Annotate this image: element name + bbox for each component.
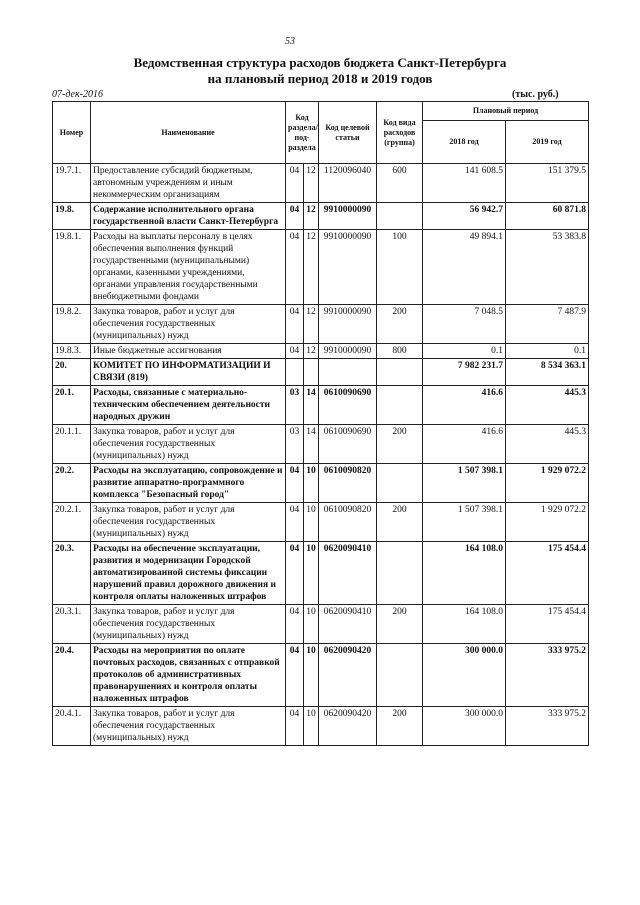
row-number: 20.3.1.	[53, 605, 91, 644]
document-date: 07-дек-2016	[52, 89, 103, 100]
row-section-code: 04	[286, 605, 304, 644]
table-row	[53, 359, 589, 386]
table-row	[53, 344, 589, 359]
row-amount-2019: 175 454.4	[506, 605, 589, 644]
row-amount-2019: 7 487.9	[506, 305, 589, 344]
header-section-code: Код раздела/ под-раздела	[286, 102, 319, 164]
row-target-code: 0620090410	[319, 605, 377, 644]
header-year-2019: 2019 год	[506, 121, 589, 164]
row-expense-type: 100	[377, 230, 423, 305]
row-subsection-code: 10	[304, 503, 319, 542]
row-number: 20.1.	[53, 386, 91, 425]
header-year-2018: 2018 год	[423, 121, 506, 164]
table-row	[53, 707, 589, 746]
row-amount-2018: 49 894.1	[423, 230, 506, 305]
table-row	[53, 203, 589, 230]
row-expense-type: 200	[377, 503, 423, 542]
row-expense-type	[377, 386, 423, 425]
row-amount-2019: 53 383.8	[506, 230, 589, 305]
row-amount-2019: 1 929 072.2	[506, 464, 589, 503]
row-subsection-code: 10	[304, 707, 319, 746]
row-amount-2018: 1 507 398.1	[423, 464, 506, 503]
row-expense-type: 200	[377, 605, 423, 644]
table-row	[53, 605, 589, 644]
row-amount-2019: 8 534 363.1	[506, 359, 589, 386]
row-subsection-code: 10	[304, 605, 319, 644]
row-target-code: 0610090690	[319, 386, 377, 425]
row-number: 20.2.	[53, 464, 91, 503]
table-row	[53, 230, 589, 305]
row-number: 20.	[53, 359, 91, 386]
row-name: Расходы, связанные с материально-техническим обеспечением деятельности народных дружин	[91, 386, 286, 425]
row-number: 19.8.1.	[53, 230, 91, 305]
row-expense-type: 200	[377, 305, 423, 344]
row-subsection-code: 12	[304, 203, 319, 230]
row-target-code	[319, 359, 377, 386]
table-row	[53, 644, 589, 707]
row-number: 19.8.	[53, 203, 91, 230]
row-section-code: 03	[286, 425, 304, 464]
row-section-code: 04	[286, 464, 304, 503]
row-number: 20.4.1.	[53, 707, 91, 746]
row-section-code: 04	[286, 644, 304, 707]
row-amount-2018: 7 982 231.7	[423, 359, 506, 386]
row-amount-2018: 56 942.7	[423, 203, 506, 230]
row-name: Расходы на эксплуатацию, сопровождение и развитие аппаратно-программного комплекса "Безопасный город"	[91, 464, 286, 503]
table-row	[53, 305, 589, 344]
table-body	[53, 164, 589, 746]
table-row	[53, 464, 589, 503]
header-number: Номер	[53, 102, 91, 164]
row-target-code: 0620090420	[319, 644, 377, 707]
title-line-2: на плановый период 2018 и 2019 годов	[207, 71, 433, 86]
row-subsection-code: 12	[304, 344, 319, 359]
row-amount-2019: 60 871.8	[506, 203, 589, 230]
row-name: Предоставление субсидий бюджетным, автономным учреждениям и иным некоммерческим организациям	[91, 164, 286, 203]
row-subsection-code: 10	[304, 644, 319, 707]
row-section-code: 04	[286, 707, 304, 746]
row-expense-type: 600	[377, 164, 423, 203]
header-expense-type-code: Код вида расходов (группа)	[377, 102, 423, 164]
row-expense-type: 800	[377, 344, 423, 359]
row-name: Расходы на обеспечение эксплуатации, развития и модернизации Городской автоматизированной системы фиксации нарушений правил дорожного движения и контроля оплаты наложенных штрафов	[91, 542, 286, 605]
row-section-code: 04	[286, 164, 304, 203]
table-row	[53, 542, 589, 605]
row-expense-type	[377, 542, 423, 605]
table-row	[53, 164, 589, 203]
row-section-code: 04	[286, 230, 304, 305]
table-row	[53, 386, 589, 425]
row-target-code: 9910000090	[319, 230, 377, 305]
table-row	[53, 425, 589, 464]
row-amount-2019: 445.3	[506, 386, 589, 425]
row-target-code: 0620090420	[319, 707, 377, 746]
row-amount-2018: 416.6	[423, 386, 506, 425]
row-target-code: 9910000090	[319, 305, 377, 344]
row-section-code: 04	[286, 305, 304, 344]
row-section-code: 04	[286, 542, 304, 605]
row-name: Закупка товаров, работ и услуг для обеспечения государственных (муниципальных) нужд	[91, 707, 286, 746]
row-name: Расходы на выплаты персоналу в целях обеспечения выполнения функций государственными (муниципальными) органами, казенными учреждениями, органами управления государственными внебюджетными фондами	[91, 230, 286, 305]
row-number: 20.1.1.	[53, 425, 91, 464]
row-section-code: 04	[286, 344, 304, 359]
row-target-code: 0620090410	[319, 542, 377, 605]
row-subsection-code	[304, 359, 319, 386]
row-number: 19.8.2.	[53, 305, 91, 344]
row-section-code: 03	[286, 386, 304, 425]
row-number: 19.8.3.	[53, 344, 91, 359]
row-target-code: 1120096040	[319, 164, 377, 203]
row-amount-2018: 416.6	[423, 425, 506, 464]
row-name: Содержание исполнительного органа государственной власти Санкт-Петербурга	[91, 203, 286, 230]
row-amount-2018: 164 108.0	[423, 605, 506, 644]
row-target-code: 0610090690	[319, 425, 377, 464]
row-name: КОМИТЕТ ПО ИНФОРМАТИЗАЦИИ И СВЯЗИ (819)	[91, 359, 286, 386]
row-name: Закупка товаров, работ и услуг для обеспечения государственных (муниципальных) нужд	[91, 425, 286, 464]
row-name: Закупка товаров, работ и услуг для обеспечения государственных (муниципальных) нужд	[91, 305, 286, 344]
header-target-code: Код целевой статьи	[319, 102, 377, 164]
row-target-code: 9910000090	[319, 203, 377, 230]
row-section-code	[286, 359, 304, 386]
row-subsection-code: 10	[304, 542, 319, 605]
row-subsection-code: 12	[304, 305, 319, 344]
row-section-code: 04	[286, 503, 304, 542]
header-name: Наименование	[91, 102, 286, 164]
row-expense-type: 200	[377, 425, 423, 464]
row-target-code: 0610090820	[319, 464, 377, 503]
row-name: Закупка товаров, работ и услуг для обеспечения государственных (муниципальных) нужд	[91, 503, 286, 542]
row-subsection-code: 10	[304, 464, 319, 503]
row-target-code: 0610090820	[319, 503, 377, 542]
row-amount-2018: 300 000.0	[423, 644, 506, 707]
row-subsection-code: 14	[304, 425, 319, 464]
header-planned-period: Плановый период	[423, 102, 589, 121]
row-name: Закупка товаров, работ и услуг для обеспечения государственных (муниципальных) нужд	[91, 605, 286, 644]
row-number: 19.7.1.	[53, 164, 91, 203]
row-amount-2019: 0.1	[506, 344, 589, 359]
row-expense-type	[377, 644, 423, 707]
row-amount-2019: 333 975.2	[506, 707, 589, 746]
row-amount-2019: 151 379.5	[506, 164, 589, 203]
page-title	[60, 55, 580, 87]
row-amount-2019: 1 929 072.2	[506, 503, 589, 542]
row-subsection-code: 12	[304, 164, 319, 203]
row-amount-2018: 141 608.5	[423, 164, 506, 203]
row-amount-2018: 7 048.5	[423, 305, 506, 344]
title-line-1: Ведомственная структура расходов бюджета Санкт-Петербурга	[133, 55, 507, 70]
row-number: 20.3.	[53, 542, 91, 605]
row-amount-2019: 445.3	[506, 425, 589, 464]
row-number: 20.2.1.	[53, 503, 91, 542]
row-expense-type	[377, 203, 423, 230]
row-expense-type	[377, 359, 423, 386]
row-amount-2019: 333 975.2	[506, 644, 589, 707]
budget-table	[52, 101, 589, 746]
row-amount-2019: 175 454.4	[506, 542, 589, 605]
row-section-code: 04	[286, 203, 304, 230]
units-label: (тыс. руб.)	[512, 89, 559, 100]
row-name: Расходы на мероприятия по оплате почтовых расходов, связанных с отправкой протоколов об административных правонарушениях и контроля оплаты наложенных штрафов	[91, 644, 286, 707]
page-number: 53	[285, 36, 295, 47]
row-name: Иные бюджетные ассигнования	[91, 344, 286, 359]
row-expense-type: 200	[377, 707, 423, 746]
row-subsection-code: 14	[304, 386, 319, 425]
row-amount-2018: 300 000.0	[423, 707, 506, 746]
row-amount-2018: 164 108.0	[423, 542, 506, 605]
row-expense-type	[377, 464, 423, 503]
table-row	[53, 503, 589, 542]
row-amount-2018: 1 507 398.1	[423, 503, 506, 542]
row-number: 20.4.	[53, 644, 91, 707]
row-amount-2018: 0.1	[423, 344, 506, 359]
row-subsection-code: 12	[304, 230, 319, 305]
row-target-code: 9910000090	[319, 344, 377, 359]
